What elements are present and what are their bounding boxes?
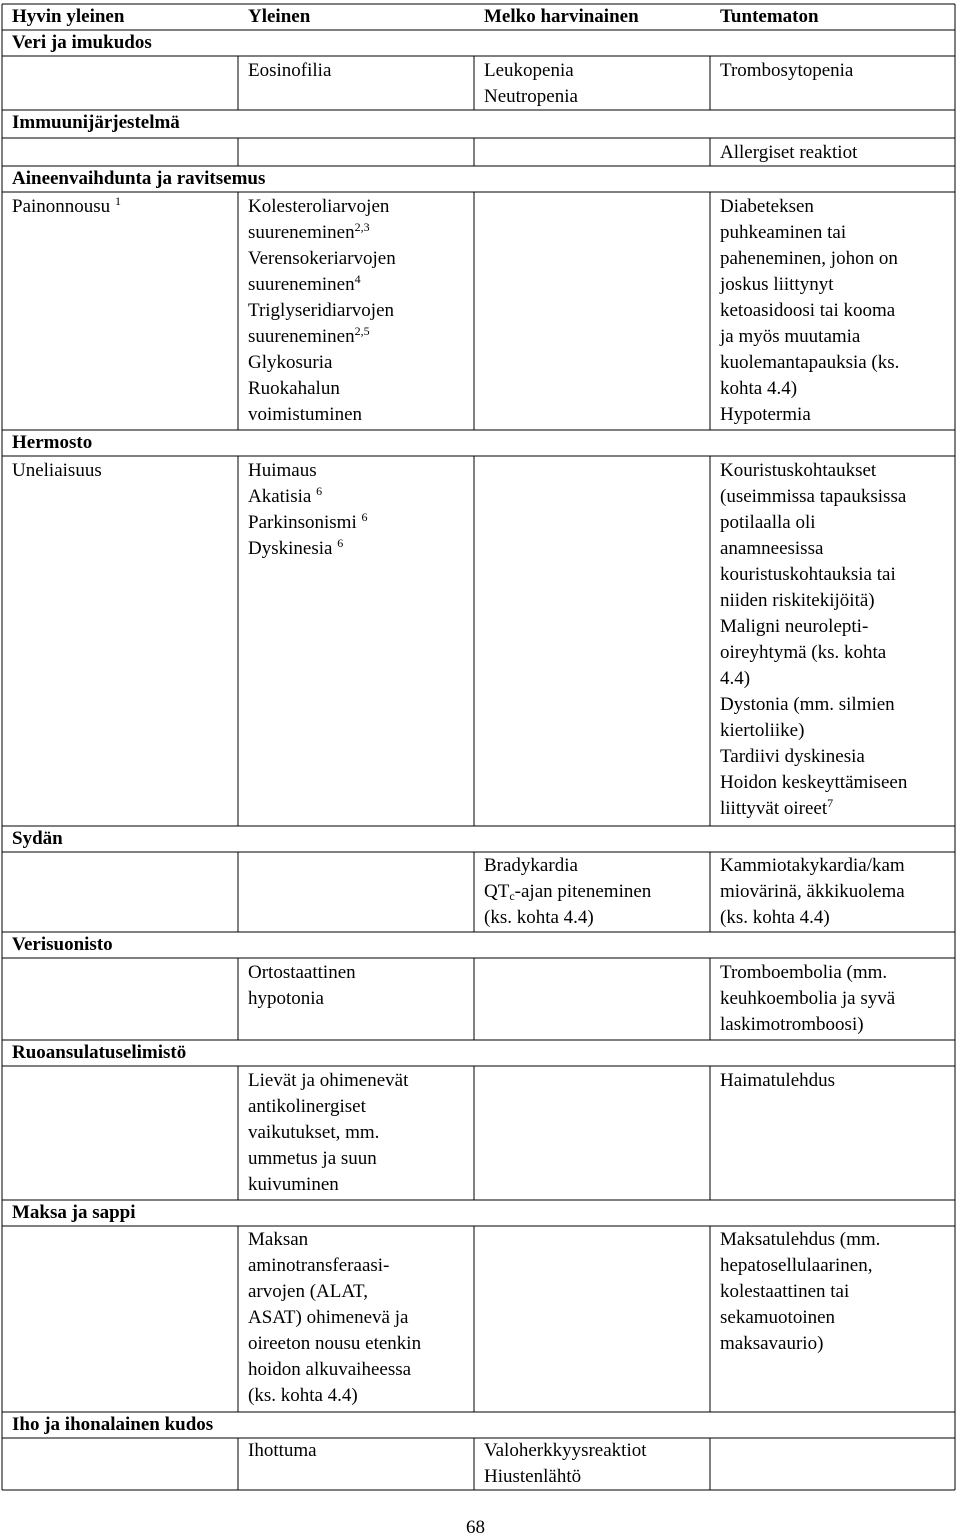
cell-line: Painonnousu $^1$ [12,194,121,217]
cell-line: miovärinä, äkkikuolema [720,881,905,902]
cell-line: suureneminen$^{2,5}$ [248,324,370,347]
cell-line: Maligni neurolepti- [720,616,869,637]
cell-line: Valoherkkyysreaktiot [484,1440,647,1461]
cell-line: paheneminen, johon on [720,248,898,269]
cell-line: $QT_c$-ajan piteneminen [484,881,652,903]
cell-line: arvojen (ALAT, [248,1281,368,1302]
cell-nervous-common [248,458,367,562]
cell-line: (ks. kohta 4.4) [248,1385,358,1406]
cell-line: suureneminen$^4$ [248,272,361,295]
cell-line: liittyvät oireet$^7$ [720,796,834,819]
cell-line: ja myös muutamia [720,326,861,347]
cell-nervous-very-common [12,458,102,484]
cell-metabolism-very-common [12,194,121,220]
section-title-nervous: Hermosto [12,432,93,453]
subscript: c [509,889,515,903]
cell-blood-common [248,58,331,84]
cell-line: joskus liittynyt [720,274,834,295]
cell-line: Glykosuria [248,352,333,373]
cell-line: Hoidon keskeyttämiseen [720,772,908,793]
cell-vascular-common [248,960,356,1012]
cell-line: Maksan [248,1229,309,1250]
cell-line: Uneliaisuus [12,460,102,481]
cell-line: kolestaattinen tai [720,1281,850,1302]
cell-line: laskimotromboosi) [720,1014,864,1035]
cell-line: hypotonia [248,988,324,1009]
cell-line: Bradykardia [484,855,578,876]
cell-metabolism-common [248,194,396,428]
cell-line: vaikutukset, mm. [248,1122,380,1143]
cell-line: Trombosytopenia [720,60,854,81]
cell-line: kouristuskohtauksia tai [720,564,896,585]
cell-line: Maksatulehdus (mm. [720,1229,881,1250]
cell-line: oireeton nousu etenkin [248,1333,422,1354]
cell-line: Dystonia (mm. silmien [720,694,895,715]
cell-nervous-unknown [720,458,907,822]
cell-blood-uncommon [484,58,578,110]
cell-line: 4.4) [720,668,751,689]
cell-line: hoidon alkuvaiheessa [248,1359,412,1380]
cell-line: Kouristuskohtaukset [720,460,877,481]
cell-line: Huimaus [248,460,317,481]
cell-line: puhkeaminen tai [720,222,847,243]
footnote-marker: 4 [354,272,361,286]
cell-line: Ortostaattinen [248,962,356,983]
cell-cardiac-uncommon [484,853,651,931]
section-title-gastro: Ruoansulatuselimistö [12,1042,187,1063]
cell-line: Neutropenia [484,86,578,107]
section-title-cardiac: Sydän [12,828,63,849]
cell-blood-unknown [720,58,853,84]
cell-line: Dyskinesia $^6$ [248,536,344,559]
cell-line: kiertoliike) [720,720,805,741]
cell-immune-unknown [720,140,857,166]
cell-line: Diabeteksen [720,196,814,217]
cell-line: Tardiivi dyskinesia [720,746,865,767]
cell-line: hepatosellulaarinen, [720,1255,873,1276]
cell-line: antikolinergiset [248,1096,366,1117]
cell-gastro-common [248,1068,408,1198]
cell-line: Verensokeriarvojen [248,248,396,269]
cell-line: maksavaurio) [720,1333,824,1354]
cell-line: (ks. kohta 4.4) [720,907,830,928]
section-title-vascular: Verisuonisto [12,934,113,955]
cell-line: Triglyseridiarvojen [248,300,395,321]
cell-skin-uncommon [484,1438,647,1490]
cell-line: kohta 4.4) [720,378,798,399]
cell-line: keuhkoembolia ja syvä [720,988,896,1009]
cell-line: Leukopenia [484,60,574,81]
cell-line: Hiustenlähtö [484,1466,582,1487]
section-title-blood: Veri ja imukudos [12,32,152,53]
header-col-uncommon: Melko harvinainen [484,6,639,27]
section-title-skin: Iho ja ihonalainen kudos [12,1414,214,1435]
cell-line: oireyhtymä (ks. kohta [720,642,887,663]
cell-line: anamneesissa [720,538,824,559]
cell-line: Kolesteroliarvojen [248,196,390,217]
header-col-unknown: Tuntematon [720,6,819,27]
cell-line: sekamuotoinen [720,1307,836,1328]
section-title-immune: Immuunijärjestelmä [12,112,180,133]
cell-line: Allergiset reaktiot [720,142,858,163]
cell-line: voimistuminen [248,404,362,425]
cell-vascular-unknown [720,960,895,1038]
cell-line: Lievät ja ohimenevät [248,1070,409,1091]
cell-hepatobiliary-common [248,1227,421,1409]
cell-line: Tromboembolia (mm. [720,962,888,983]
cell-line: potilaalla oli [720,512,816,533]
cell-cardiac-unknown [720,853,905,931]
footnote-marker: 1 [114,194,121,208]
header-col-very-common: Hyvin yleinen [12,6,125,27]
footnote-marker: 6 [337,536,344,550]
cell-line: Akatisia $^6$ [248,484,323,507]
cell-line: kuolemantapauksia (ks. [720,352,900,373]
cell-line: (ks. kohta 4.4) [484,907,594,928]
footnote-marker: 2,5 [354,324,370,338]
cell-line: Haimatulehdus [720,1070,836,1091]
cell-line: kuivuminen [248,1174,339,1195]
cell-hepatobiliary-unknown [720,1227,880,1357]
cell-gastro-unknown [720,1068,835,1094]
cell-line: Eosinofilia [248,60,332,81]
cell-line: Parkinsonismi $^6$ [248,510,368,533]
cell-line: Ruokahalun [248,378,340,399]
cell-line: ASAT) ohimenevä ja [248,1307,409,1328]
header-col-common: Yleinen [248,6,311,27]
cell-line: niiden riskitekijöitä) [720,590,875,611]
cell-line: suureneminen$^{2,3}$ [248,220,370,243]
section-title-metabolism: Aineenvaihdunta ja ravitsemus [12,168,266,189]
footnote-marker: 6 [361,510,368,524]
footnote-marker: 7 [827,796,834,810]
cell-line: Ihottuma [248,1440,317,1461]
cell-line: Hypotermia [720,404,811,425]
cell-line: aminotransferaasi- [248,1255,390,1276]
page-number: 68 [466,1517,485,1538]
footnote-marker: 2,3 [354,220,370,234]
cell-line: ummetus ja suun [248,1148,377,1169]
cell-metabolism-unknown [720,194,899,428]
cell-line: ketoasidoosi tai kooma [720,300,896,321]
cell-line: Kammiotakykardia/kam [720,855,905,876]
section-title-hepatobiliary: Maksa ja sappi [12,1202,136,1223]
cell-line: (useimmissa tapauksissa [720,486,907,507]
cell-skin-common [248,1438,317,1464]
footnote-marker: 6 [316,484,323,498]
